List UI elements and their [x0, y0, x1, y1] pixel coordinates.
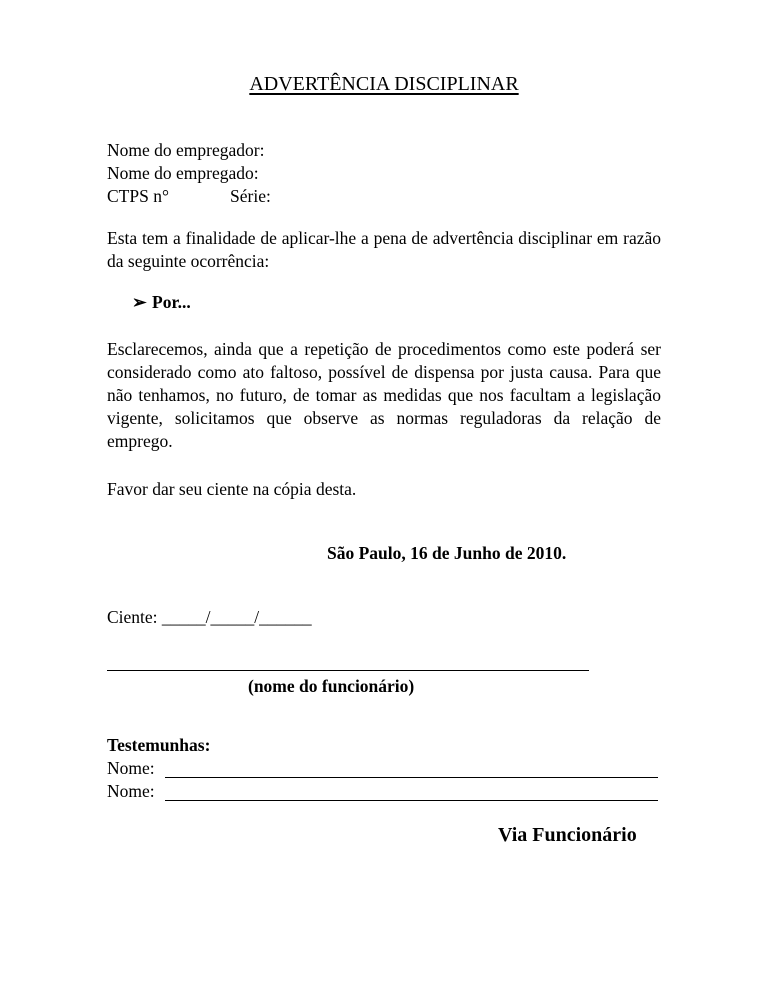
witness-signature-line-2 [165, 800, 658, 801]
arrow-bullet-icon: ➢ [132, 292, 147, 312]
signature-caption: (nome do funcionário) [248, 676, 415, 696]
ctps-number-field: CTPS n° [107, 186, 169, 206]
employer-name-field: Nome do empregador: [107, 140, 265, 160]
employee-signature-line [107, 670, 589, 671]
place-date: São Paulo, 16 de Junho de 2010. [327, 543, 567, 563]
employee-name-field: Nome do empregado: [107, 163, 259, 183]
copy-label: Via Funcionário [498, 824, 637, 846]
ciente-date-field: Ciente: _____/_____/______ [107, 607, 312, 627]
witness-signature-line-1 [165, 777, 658, 778]
intro-paragraph: Esta tem a finalidade de aplicar-lhe a pena de advertência disciplinar em razão da seguinte ocorrência: [107, 228, 661, 271]
clarification-paragraph: Esclarecemos, ainda que a repetição de procedimentos como este poderá ser considerado como ato faltoso, possível de dispensa por justa causa. Para que não tenhamos, no futuro, de tomar as medidas que nos facultam a legislação vigente, solicitamos que observe as normas reguladoras da relação de emprego. [107, 339, 661, 451]
document-title: ADVERTÊNCIA DISCIPLINAR [249, 73, 519, 95]
request-text: Favor dar seu ciente na cópia desta. [107, 479, 357, 499]
witnesses-heading: Testemunhas: [107, 735, 211, 755]
occurrence-bullet [132, 291, 191, 314]
witness-name-label-1: Nome: [107, 758, 155, 778]
witness-name-label-2: Nome: [107, 781, 155, 801]
serie-field: Série: [230, 186, 271, 206]
occurrence-text: Por... [152, 292, 191, 312]
